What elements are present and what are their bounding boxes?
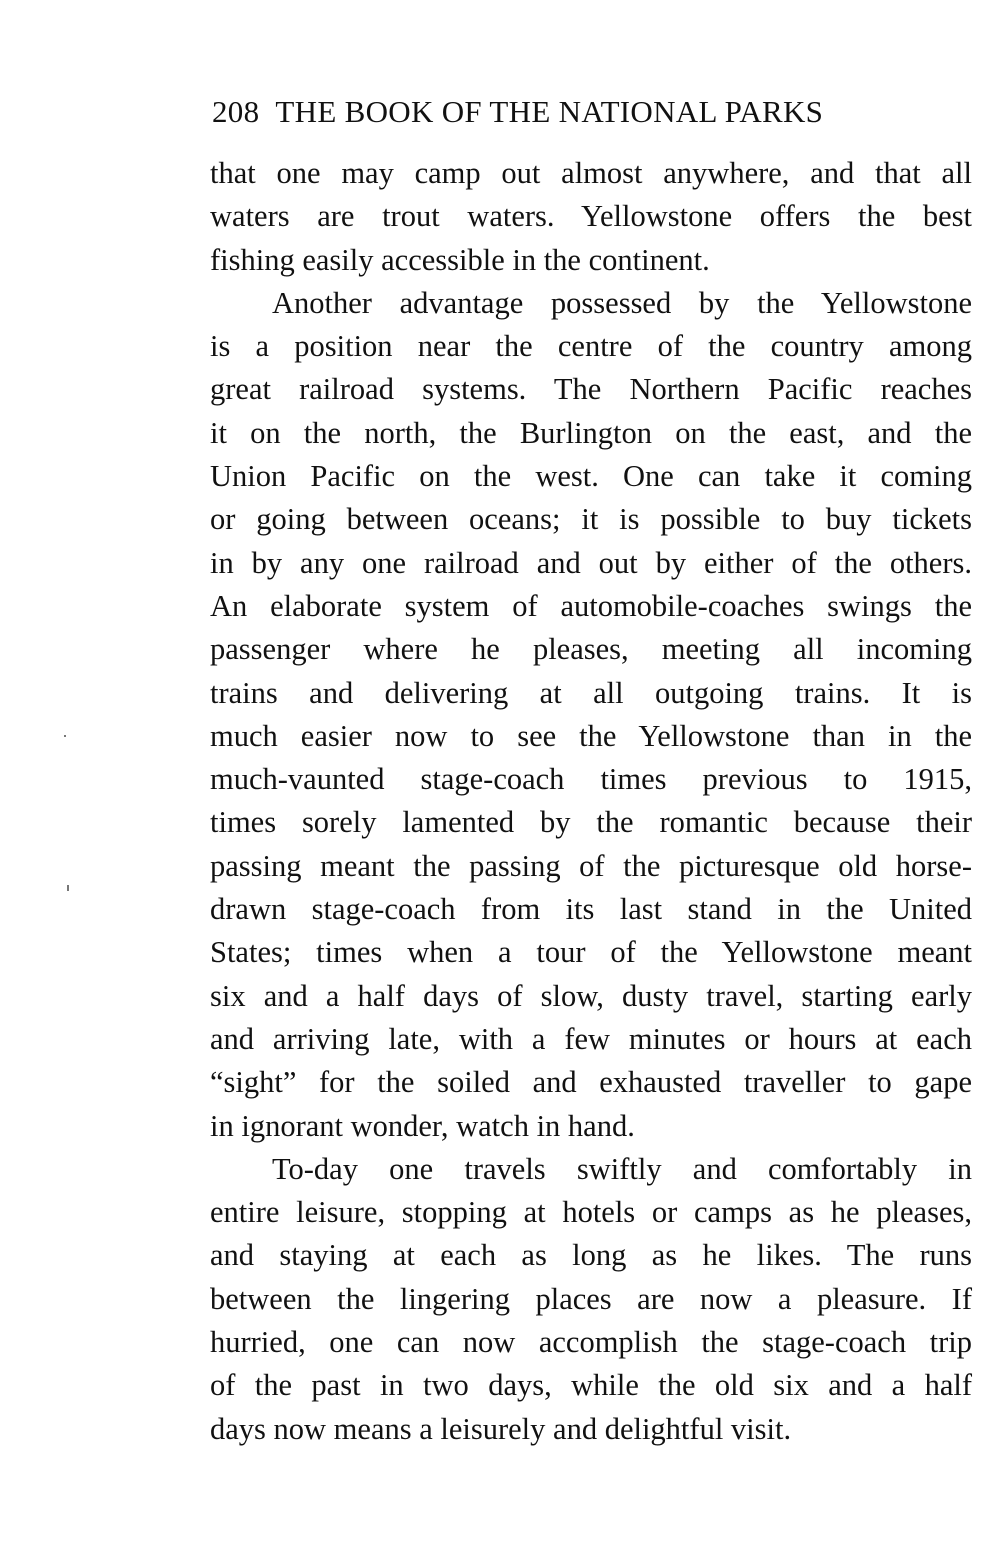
text-line: entire leisure, stopping at hotels or camps as he pleases, <box>210 1195 972 1230</box>
text-line: and staying at each as long as he likes. The runs <box>210 1238 972 1273</box>
text-line: and arriving late, with a few minutes or hours at each <box>210 1021 972 1056</box>
text-line: An elaborate system of automobile-coaches swings the <box>210 588 972 623</box>
running-header <box>212 94 942 130</box>
text-line: fishing easily accessible in the continent. <box>210 242 710 277</box>
text-line: much-vaunted stage-coach times previous to 1915, <box>210 762 972 797</box>
text-line: waters are trout waters. Yellowstone offers the best <box>210 199 972 234</box>
text-line: Another advantage possessed by the Yellowstone <box>272 285 972 320</box>
text-line: Union Pacific on the west. One can take it coming <box>210 459 972 494</box>
text-line: between the lingering places are now a pleasure. If <box>210 1281 972 1316</box>
text-line: in ignorant wonder, watch in hand. <box>210 1108 635 1143</box>
page-number: 208 <box>212 94 260 129</box>
text-line: or going between oceans; it is possible to buy tickets <box>210 502 972 537</box>
running-title: THE BOOK OF THE NATIONAL PARKS <box>275 94 824 129</box>
paragraph <box>210 1148 972 1451</box>
text-line: much easier now to see the Yellowstone than in the <box>210 718 972 753</box>
text-line: hurried, one can now accomplish the stage-coach trip <box>210 1325 972 1360</box>
text-line: is a position near the centre of the country among <box>210 329 972 364</box>
text-line: States; times when a tour of the Yellowstone meant <box>210 935 972 970</box>
body-text <box>210 152 972 1451</box>
text-line: passenger where he pleases, meeting all incoming <box>210 632 972 667</box>
text-line: that one may camp out almost anywhere, and that all <box>210 156 972 190</box>
text-line: passing meant the passing of the picturesque old horse- <box>210 848 972 883</box>
text-line: six and a half days of slow, dusty travel, starting early <box>210 978 972 1013</box>
text-line: “sight” for the soiled and exhausted traveller to gape <box>210 1065 972 1100</box>
paragraph <box>210 282 972 1148</box>
text-line: of the past in two days, while the old six and a half <box>210 1368 972 1403</box>
text-line: great railroad systems. The Northern Pacific reaches <box>210 372 972 407</box>
text-line: days now means a leisurely and delightful visit. <box>210 1411 792 1446</box>
text-line: trains and delivering at all outgoing trains. It is <box>210 675 972 710</box>
text-line: it on the north, the Burlington on the east, and the <box>210 415 972 450</box>
scan-speck <box>64 735 66 737</box>
scan-speck <box>67 885 69 891</box>
text-line: times sorely lamented by the romantic because their <box>210 805 972 840</box>
text-line: drawn stage-coach from its last stand in the United <box>210 892 972 927</box>
text-line: To-day one travels swiftly and comfortably in <box>272 1151 972 1186</box>
paragraph <box>210 152 972 282</box>
text-line: in by any one railroad and out by either of the others. <box>210 545 972 580</box>
